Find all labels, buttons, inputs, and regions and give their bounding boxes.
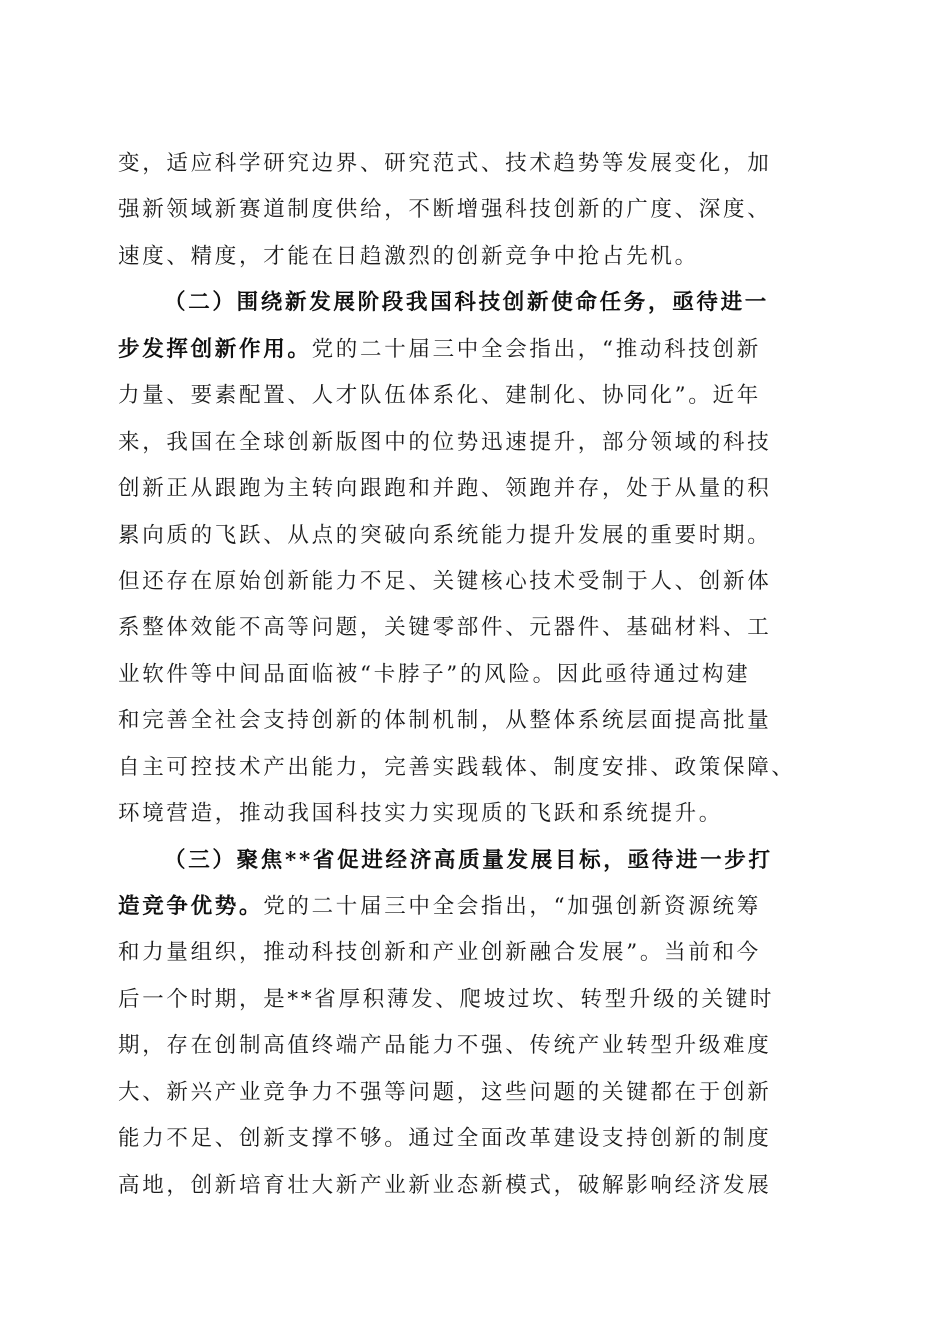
text-line xyxy=(118,327,838,373)
text-line: 和力量组织，推动科技创新和产业创新融合发展”。当前和今 xyxy=(118,940,761,966)
section-three-text: 党的二十届三中全会指出，“加强创新资源统筹 xyxy=(263,894,761,919)
text-line: 能力不足、创新支撑不够。通过全面改革建设支持创新的制度 xyxy=(118,1126,772,1152)
text-line: 后一个时期，是**省厚积薄发、爬坡过坎、转型升级的关键时 xyxy=(118,986,775,1012)
section-two-heading-end: 步发挥创新作用。 xyxy=(118,336,312,362)
text-line: 和完善全社会支持创新的体制机制，从整体系统层面提高批量 xyxy=(118,708,772,734)
text-line xyxy=(118,884,838,930)
section-three-heading xyxy=(118,838,838,884)
text-line: 期，存在创制高值终端产品能力不强、传统产业转型升级难度 xyxy=(118,1033,772,1059)
text-line: 业软件等中间品面临被“卡脖子”的风险。因此亟待通过构建 xyxy=(118,661,751,687)
text-line: 环境营造，推动我国科技实力实现质的飞跃和系统提升。 xyxy=(118,801,724,827)
section-two-heading-text: （二）围绕新发展阶段我国科技创新使命任务，亟待进一 xyxy=(164,290,770,316)
body-text xyxy=(118,141,838,1209)
text-line: 变，适应科学研究边界、研究范式、技术趋势等发展变化，加 xyxy=(118,151,772,176)
text-line: 自主可控技术产出能力，完善实践载体、制度安排、政策保障、 xyxy=(118,754,796,780)
section-three-heading-end: 造竞争优势。 xyxy=(118,894,264,919)
text-line: 大、新兴产业竞争力不强等问题，这些问题的关键都在于创新 xyxy=(118,1079,772,1105)
section-two-heading xyxy=(118,280,838,326)
text-line: 高地，创新培育壮大新产业新业态新模式，破解影响经济发展 xyxy=(118,1172,772,1198)
text-line: 累向质的飞跃、从点的突破向系统能力提升发展的重要时期。 xyxy=(118,522,772,548)
text-line: 系整体效能不高等问题，关键零部件、元器件、基础材料、工 xyxy=(118,615,772,641)
text-line: 来，我国在全球创新版图中的位势迅速提升，部分领域的科技 xyxy=(118,429,772,455)
text-line: 创新正从跟跑为主转向跟跑和并跑、领跑并存，处于从量的积 xyxy=(118,476,772,502)
text-line: 速度、精度，才能在日趋激烈的创新竞争中抢占先机。 xyxy=(118,243,699,269)
section-two-text: 党的二十届三中全会指出，“推动科技创新 xyxy=(311,336,761,362)
text-line: 力量、要素配置、人才队伍体系化、建制化、协同化”。近年 xyxy=(118,383,761,409)
section-three-heading-text: （三）聚焦**省促进经济高质量发展目标，亟待进一步打 xyxy=(164,847,773,873)
text-line: 强新领域新赛道制度供给，不断增强科技创新的广度、深度、 xyxy=(118,197,772,223)
text-line: 但还存在原始创新能力不足、关键核心技术受制于人、创新体 xyxy=(118,568,772,594)
